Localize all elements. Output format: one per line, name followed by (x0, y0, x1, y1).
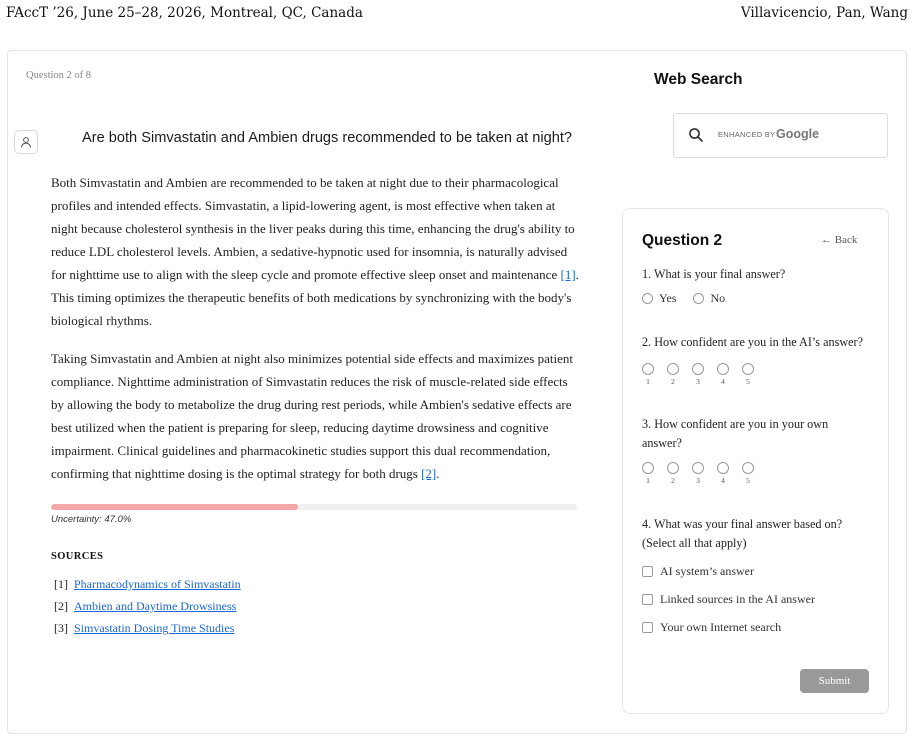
answer-text: . This timing optimizes the therapeutic benefits of both medications by synchronizing with the body's biological rhythms. (51, 267, 579, 328)
submit-button[interactable]: Submit (800, 669, 869, 693)
q2-option-1[interactable] (642, 363, 667, 386)
search-icon (688, 127, 704, 148)
q4-label: 4. What was your final answer based on? (Select all that apply) (642, 517, 843, 550)
source-item (54, 575, 241, 597)
scale-number: 1 (646, 377, 650, 386)
uncertainty-label: Uncertainty: 47.0% (51, 514, 132, 525)
radio-button[interactable] (693, 293, 704, 304)
scale-number: 3 (696, 476, 700, 485)
answer-paragraph-1 (51, 171, 581, 332)
radio-button[interactable] (642, 363, 654, 375)
source-item (54, 597, 241, 619)
source-number: [1] (54, 577, 68, 591)
q4-option-own-search[interactable] (642, 620, 781, 635)
option-label: Your own Internet search (660, 620, 782, 634)
citation-link-1[interactable]: [1] (560, 267, 576, 282)
option-label: AI system’s answer (660, 564, 754, 578)
q2-option-3[interactable] (692, 363, 717, 386)
q2-option-5[interactable] (742, 363, 767, 386)
radio-button[interactable] (717, 462, 729, 474)
uncertainty-bar-fill (51, 504, 298, 510)
radio-button[interactable] (717, 363, 729, 375)
scale-number: 4 (721, 377, 725, 386)
q3-label: 3. How confident are you in your own answer? (642, 417, 829, 450)
scale-number: 5 (746, 476, 750, 485)
question-text: Are both Simvastatin and Ambien drugs recommended to be taken at night? (82, 130, 572, 146)
paper-header (6, 5, 908, 23)
radio-button[interactable] (692, 462, 704, 474)
scale-number: 2 (671, 476, 675, 485)
source-link-3[interactable]: Simvastatin Dosing Time Studies (74, 621, 235, 635)
back-button[interactable]: ← Back (821, 234, 858, 246)
source-item (54, 619, 241, 641)
radio-button[interactable] (742, 462, 754, 474)
q3-option-2[interactable] (667, 462, 692, 485)
option-label: Linked sources in the AI answer (660, 592, 815, 606)
paper-header-authors: Villavicencio, Pan, Wang (740, 5, 908, 21)
web-search-input[interactable] (673, 113, 888, 158)
checkbox[interactable] (642, 622, 653, 633)
answer-text: Both Simvastatin and Ambien are recommended to be taken at night due to their pharmacological profiles and intended effects. Simvastatin, a lipid-lowering agent, is most effective when taken at night because cholesterol synthesis in the liver peaks during this time, enhancing the drug's ability to reduce LDL cholesterol levels. Ambien, a sedative-hypnotic used for insomnia, is naturally advised for nighttime use to align with the sleep cycle and promote effective sleep onset and maintenance (51, 175, 575, 282)
q1-label: 1. What is your final answer? (642, 267, 786, 281)
paper-header-venue: FAccT ’26, June 25–28, 2026, Montreal, QC, Canada (6, 5, 363, 21)
sources-heading: SOURCES (51, 551, 104, 562)
user-glyph (20, 136, 32, 148)
scale-number: 4 (721, 476, 725, 485)
source-link-1[interactable]: Pharmacodynamics of Simvastatin (74, 577, 241, 591)
q2-scale (642, 363, 767, 386)
sources-list (54, 575, 241, 641)
q4-option-ai-answer[interactable] (642, 564, 754, 579)
answer-text: . (436, 466, 440, 481)
source-number: [3] (54, 621, 68, 635)
google-logo: Google (776, 127, 820, 141)
survey-title: Question 2 (642, 232, 723, 249)
q3-option-5[interactable] (742, 462, 767, 485)
q1-option-no[interactable] (693, 291, 725, 306)
q1-options (642, 291, 739, 306)
radio-button[interactable] (667, 462, 679, 474)
citation-link-2[interactable]: [2] (421, 466, 437, 481)
q3-scale (642, 462, 767, 485)
scale-number: 1 (646, 476, 650, 485)
radio-button[interactable] (642, 293, 653, 304)
checkbox[interactable] (642, 594, 653, 605)
q2-option-2[interactable] (667, 363, 692, 386)
q3-option-1[interactable] (642, 462, 667, 485)
scale-number: 5 (746, 377, 750, 386)
q3-option-4[interactable] (717, 462, 742, 485)
answer-text: Taking Simvastatin and Ambien at night also minimizes potential side effects and maximizes patient compliance. Nighttime administration of Simvastatin reduces the risk of muscle-related side effects by allowing the body to metabolize the drug during rest periods, while Ambien's sedative effects are best utilized when the patient is preparing for sleep, reducing daytime drowsiness and cognitive impairment. Clinical guidelines and pharmacokinetic studies support this dual recommendation, confirming that nighttime dosing is the optimal strategy for both drugs (51, 351, 573, 481)
q1-option-yes[interactable] (642, 291, 676, 306)
option-label: Yes (659, 291, 677, 305)
scale-number: 2 (671, 377, 675, 386)
option-label: No (710, 291, 726, 305)
web-search-title: Web Search (654, 71, 743, 88)
q2-label: 2. How confident are you in the AI’s answer? (642, 335, 864, 349)
q2-option-4[interactable] (717, 363, 742, 386)
question-progress-label: Question 2 of 8 (26, 70, 92, 81)
enhanced-by-label: ENHANCED BY (718, 130, 776, 139)
q3-option-3[interactable] (692, 462, 717, 485)
answer-paragraph-2 (51, 347, 581, 485)
user-icon (14, 130, 38, 154)
radio-button[interactable] (667, 363, 679, 375)
scale-number: 3 (696, 377, 700, 386)
radio-button[interactable] (692, 363, 704, 375)
source-link-2[interactable]: Ambien and Daytime Drowsiness (74, 599, 237, 613)
uncertainty-bar (51, 504, 577, 510)
radio-button[interactable] (642, 462, 654, 474)
source-number: [2] (54, 599, 68, 613)
q4-option-linked-sources[interactable] (642, 592, 815, 607)
radio-button[interactable] (742, 363, 754, 375)
checkbox[interactable] (642, 566, 653, 577)
